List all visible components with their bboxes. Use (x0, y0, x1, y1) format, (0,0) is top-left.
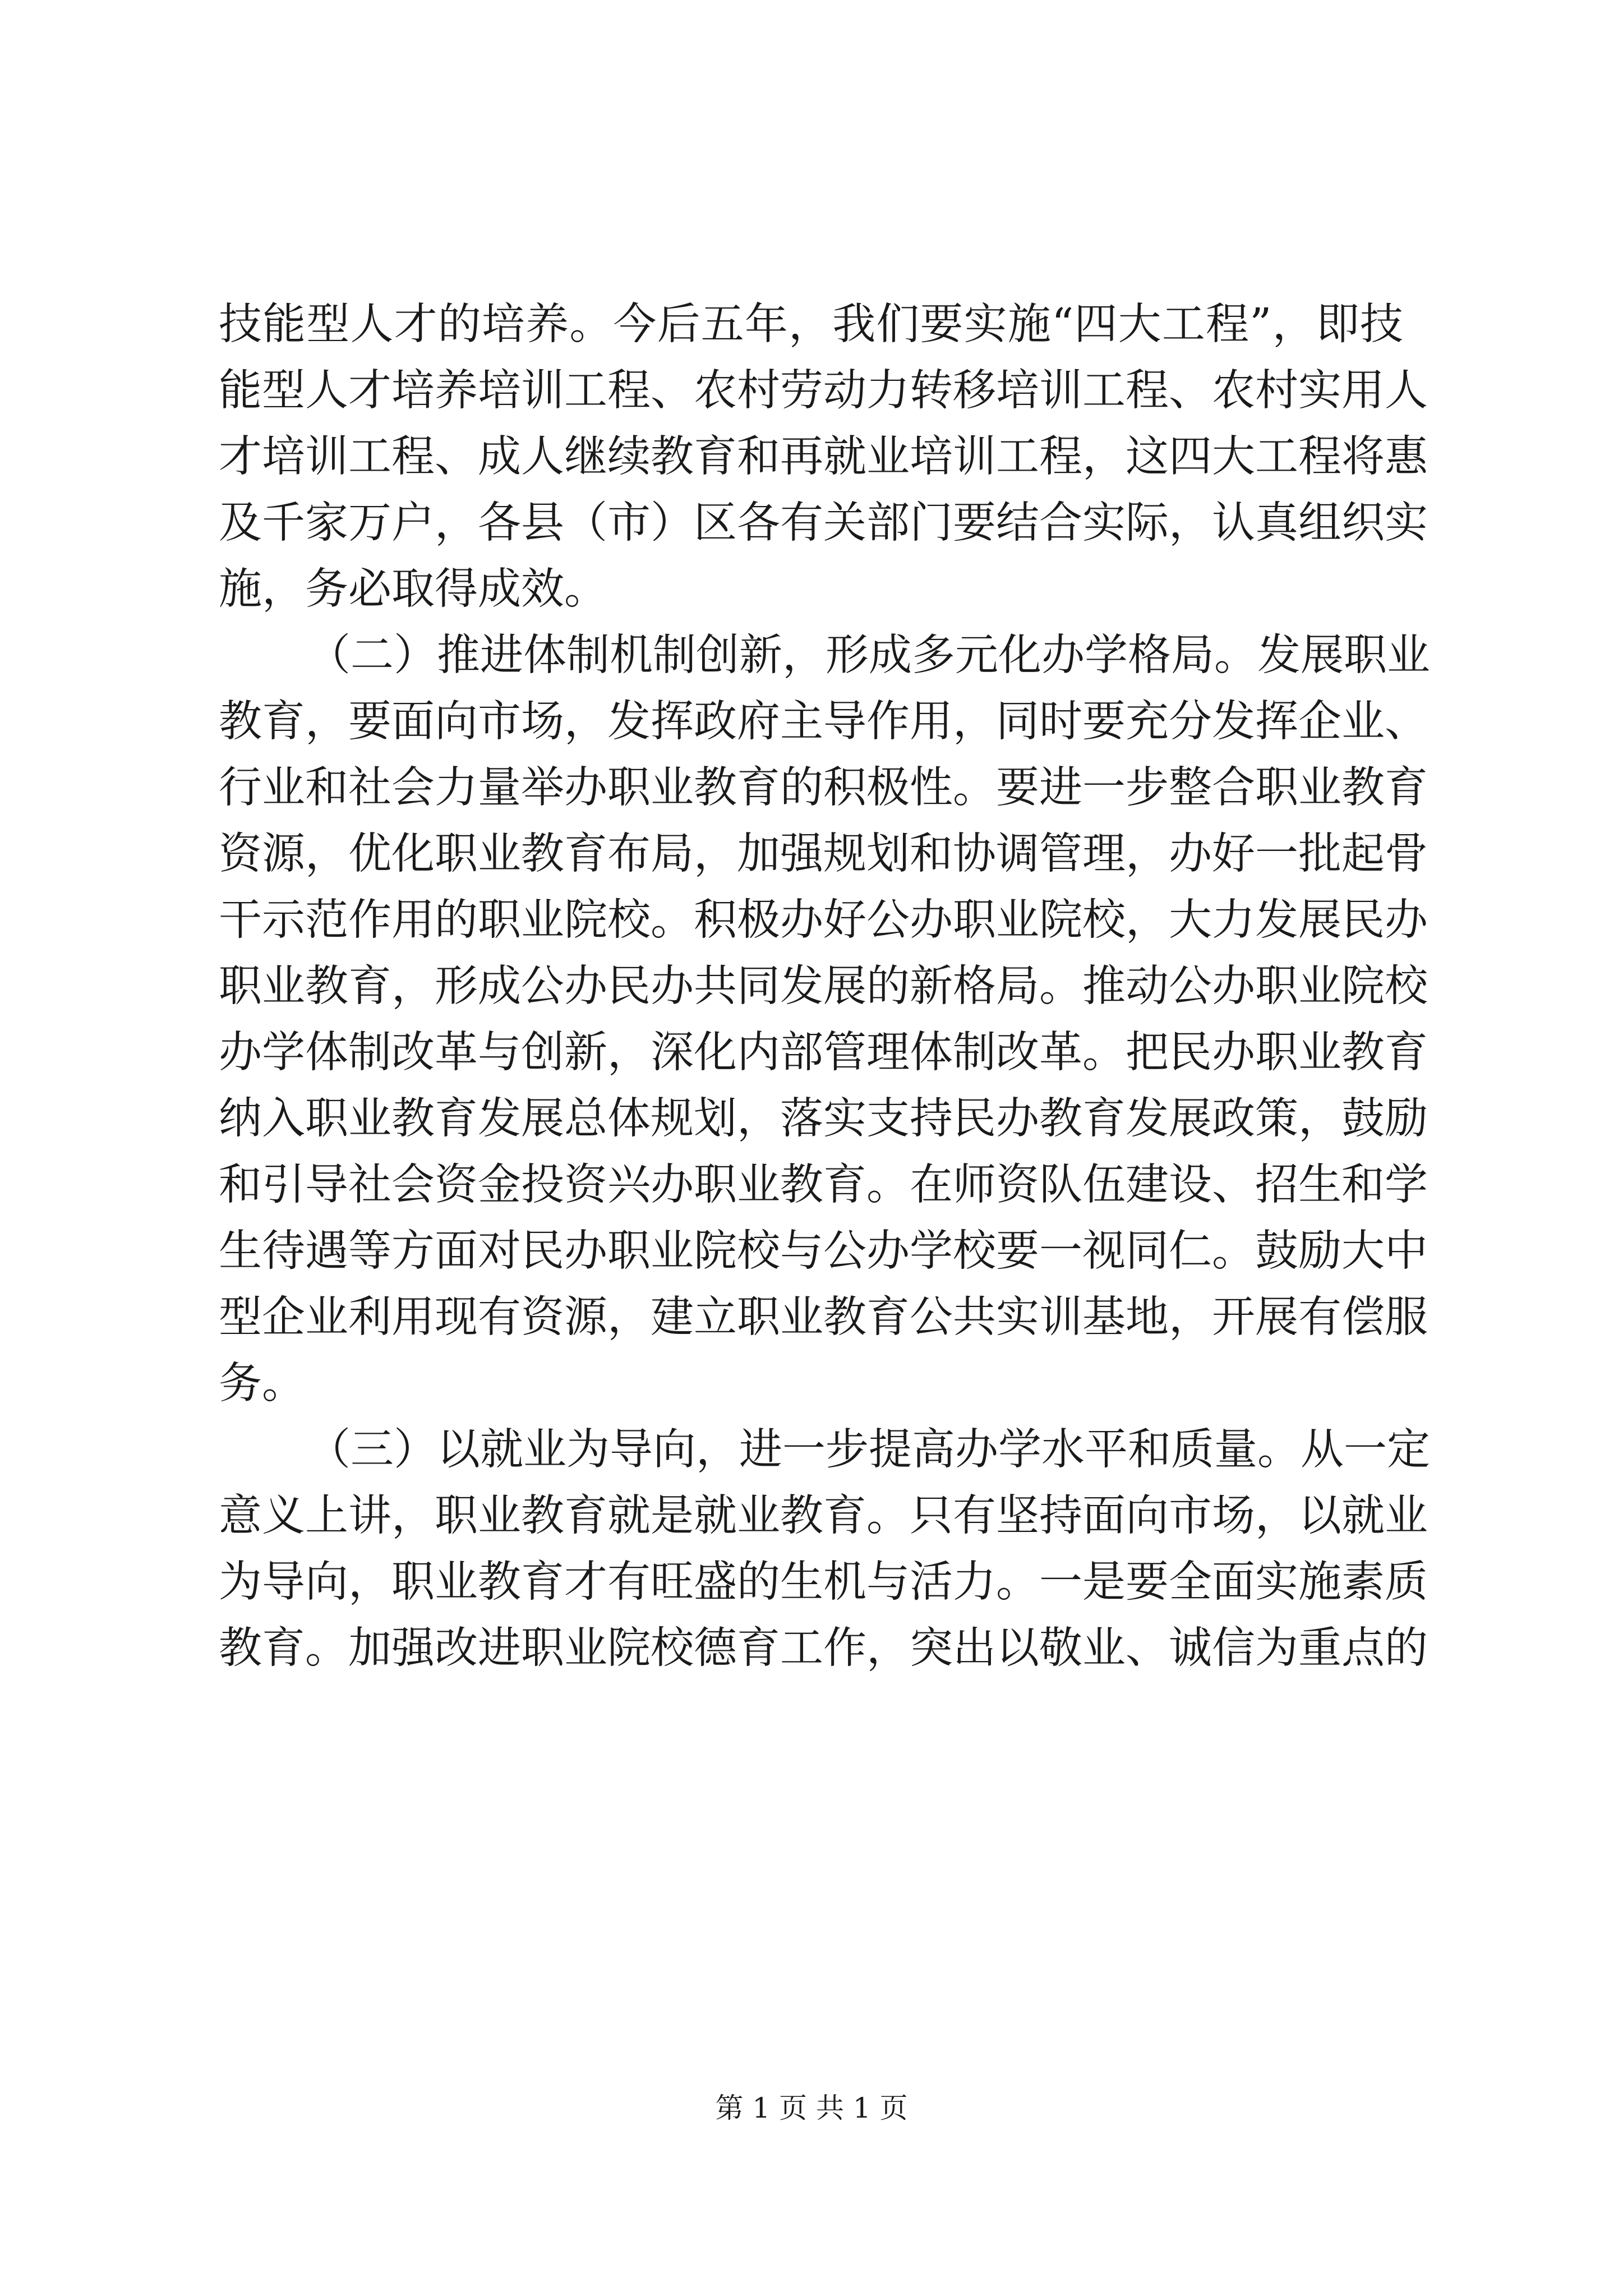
text-line: 职业教育，形成公办民办共同发展的新格局。推动公办职业院校 (219, 961, 1428, 1011)
text-line: 能型人才培养培训工程、农村劳动力转移培训工程、农村实用人 (219, 366, 1428, 416)
page-footer: 第 1 页 共 1 页 (715, 2092, 908, 2124)
text-line: 技能型人才的培养。今后五年，我们要实施“四大工程”，即技 (219, 300, 1403, 349)
text-line: 型企业利用现有资源，建立职业教育公共实训基地，开展有偿服 (219, 1292, 1428, 1342)
text-line: 办学体制改革与创新，深化内部管理体制改革。把民办职业教育 (219, 1028, 1428, 1078)
text-line: 意义上讲，职业教育就是就业教育。只有坚持面向市场，以就业 (219, 1491, 1428, 1541)
paragraph-first-line: （三）以就业为导向，进一步提高办学水平和质量。从一定 (307, 1425, 1430, 1475)
text-line: 行业和社会力量举办职业教育的积极性。要进一步整合职业教育 (219, 763, 1428, 813)
document-body (219, 292, 1430, 1682)
text-line: 教育，要面向市场，发挥政府主导作用，同时要充分发挥企业、 (219, 697, 1428, 747)
text-line: 和引导社会资金投资兴办职业教育。在师资队伍建设、招生和学 (219, 1160, 1428, 1210)
text-line: 教育。加强改进职业院校德育工作，突出以敬业、诚信为重点的 (219, 1623, 1428, 1673)
text-line: 务。 (219, 1359, 305, 1409)
text-line: 为导向，职业教育才有旺盛的生机与活力。一是要全面实施素质 (219, 1557, 1428, 1607)
text-line: 干示范作用的职业院校。积极办好公办职业院校，大力发展民办 (219, 895, 1428, 945)
text-line: 施，务必取得成效。 (219, 564, 607, 614)
text-line: 纳入职业教育发展总体规划，落实支持民办教育发展政策，鼓励 (219, 1094, 1428, 1144)
text-line: 资源，优化职业教育布局，加强规划和协调管理，办好一批起骨 (219, 829, 1428, 879)
text-line: 才培训工程、成人继续教育和再就业培训工程，这四大工程将惠 (219, 432, 1428, 482)
text-line: 生待遇等方面对民办职业院校与公办学校要一视同仁。鼓励大中 (219, 1226, 1428, 1276)
text-line: 及千家万户，各县（市）区各有关部门要结合实际，认真组织实 (219, 498, 1428, 548)
paragraph-first-line: （二）推进体制机制创新，形成多元化办学格局。发展职业 (307, 631, 1430, 680)
